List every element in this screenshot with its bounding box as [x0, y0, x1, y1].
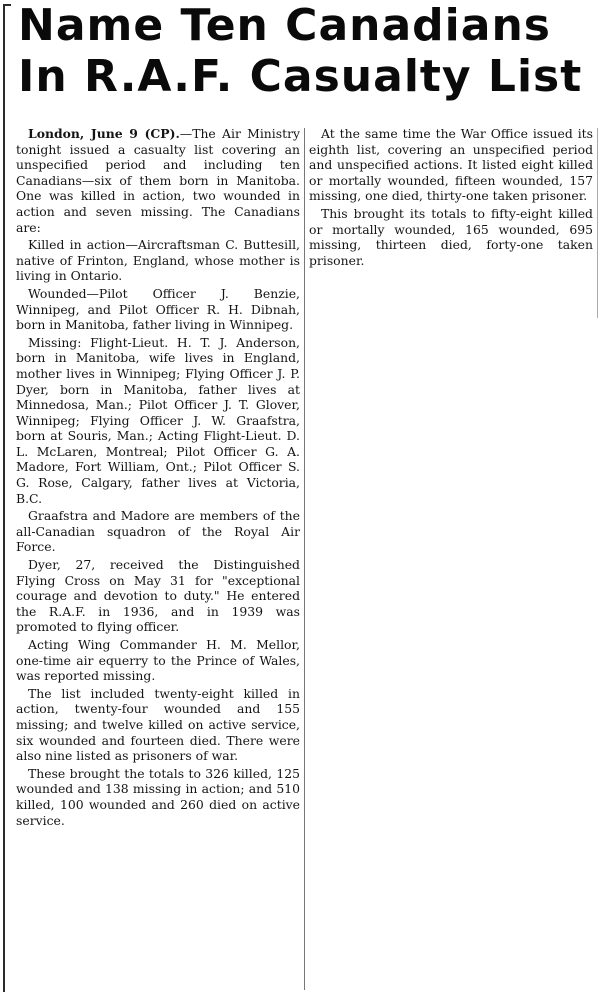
column-border-left	[3, 4, 5, 992]
article-paragraph	[16, 126, 300, 235]
column-divider	[304, 128, 305, 990]
column-border-right	[597, 128, 598, 318]
lead-text: —The Air Ministry tonight issued a casualty list covering an unspecified period and including ten Canadians—six of them born in Manitoba. One was killed in action, two wounded in action and seven missing. The Canadians are:	[16, 126, 300, 235]
headline	[18, 0, 603, 102]
article-paragraph: This brought its totals to fifty-eight killed or mortally wounded, 165 wounded, 695 missing, thirteen died, forty-one taken prisoner.	[309, 205, 593, 268]
article-paragraph: The list included twenty-eight killed in action, twenty-four wounded and 155 missing; and twelve killed on active service, six wounded and fourteen died. There were also nine listed as prisoners of war.	[16, 685, 300, 764]
article-left-column	[16, 126, 300, 830]
article-paragraph: At the same time the War Office issued its eighth list, covering an unspecified period and unspecified actions. It listed eight killed or mortally wounded, fifteen wounded, 157 missing, one died, thirty-one taken prisoner.	[309, 126, 593, 204]
article-paragraph: Dyer, 27, received the Distinguished Flying Cross on May 31 for "exceptional courage and devotion to duty." He entered the R.A.F. in 1936, and in 1939 was promoted to flying officer.	[16, 557, 300, 635]
article-paragraph: Graafstra and Madore are members of the all-Canadian squadron of the Royal Air Force.	[16, 508, 300, 555]
column-border-top	[3, 4, 11, 6]
headline-line-2: In R.A.F. Casualty List	[18, 51, 583, 102]
article-paragraph: These brought the totals to 326 killed, 125 wounded and 138 missing in action; and 510 killed, 100 wounded and 260 died on active service.	[16, 765, 300, 828]
article-paragraph: Acting Wing Commander H. M. Mellor, one-time air equerry to the Prince of Wales, was reported missing.	[16, 637, 300, 684]
dateline: London, June 9 (CP).	[28, 126, 180, 141]
article-paragraph: Killed in action—Aircraftsman C. Buttesill, native of Frinton, England, whose mother is living in Ontario.	[16, 237, 300, 284]
headline-line-1: Name Ten Canadians	[18, 0, 551, 51]
article-paragraph: Wounded—Pilot Officer J. Benzie, Winnipeg, and Pilot Officer R. H. Dibnah, born in Manitoba, father living in Winnipeg.	[16, 285, 300, 333]
article-paragraph: Missing: Flight-Lieut. H. T. J. Anderson, born in Manitoba, wife lives in England, mother lives in Winnipeg; Flying Officer J. P. Dyer, born in Manitoba, father lives at Minnedosa, Man.; Pilot Officer J. T. Glover, Winnipeg; Flying Officer J. W. Graafstra, born at Souris, Man.; Acting Flight-Lieut. D. L. McLaren, Montreal; Pilot Officer G. A. Madore, Fort William, Ont.; Pilot Officer S. G. Rose, Calgary, father lives at Victoria, B.C.	[16, 334, 300, 506]
article-right-column	[309, 126, 593, 270]
